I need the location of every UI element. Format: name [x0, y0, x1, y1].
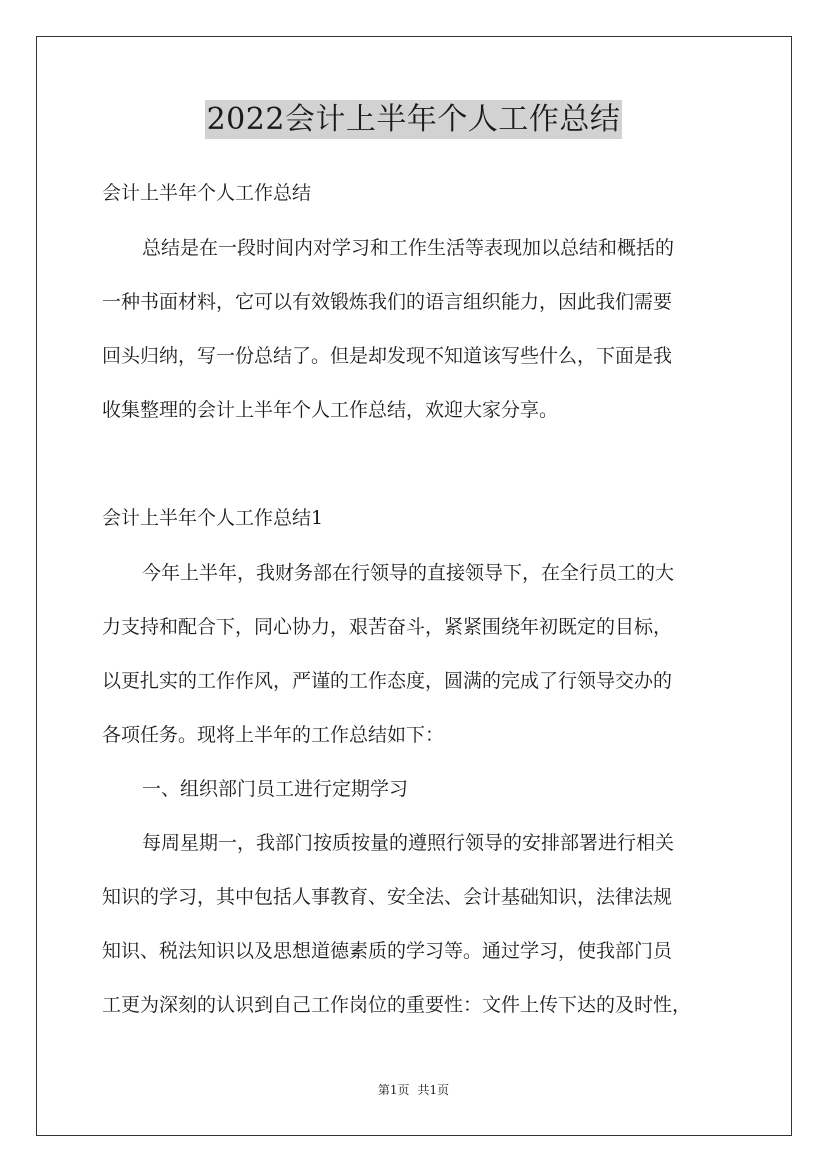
- paragraph-line: 一种书面材料，它可以有效锻炼我们的语言组织能力，因此我们需要: [102, 291, 673, 313]
- paragraph-line: 每周星期一，我部门按质按量的遵照行领导的安排部署进行相关: [142, 832, 675, 854]
- paragraph-line: 工更为深刻的认识到自己工作岗位的重要性：文件上传下达的及时性，: [102, 994, 692, 1016]
- section-heading: 会计上半年个人工作总结: [102, 182, 312, 204]
- paragraph-line: 以更扎实的工作作风，严谨的工作态度，圆满的完成了行领导交办的: [102, 670, 673, 692]
- page-footer: [0, 1082, 827, 1098]
- total-pages: 共1页: [417, 1083, 450, 1097]
- page-number: 第1页: [377, 1083, 410, 1097]
- section-heading: 会计上半年个人工作总结1: [102, 507, 324, 529]
- paragraph-line: 各项任务。现将上半年的工作总结如下：: [102, 724, 445, 746]
- paragraph-line: 回头归纳，写一份总结了。但是却发现不知道该写些什么，下面是我: [102, 345, 673, 367]
- paragraph-line: 总结是在一段时间内对学习和工作生活等表现加以总结和概括的: [142, 237, 675, 259]
- paragraph-line: 今年上半年，我财务部在行领导的直接领导下，在全行员工的大: [142, 562, 675, 584]
- paragraph-line: 知识、税法知识以及思想道德素质的学习等。通过学习，使我部门员: [102, 940, 673, 962]
- paragraph-line: 知识的学习，其中包括人事教育、安全法、会计基础知识，法律法规: [102, 886, 673, 908]
- paragraph-line: 力支持和配合下，同心协力，艰苦奋斗，紧紧围绕年初既定的目标，: [102, 616, 673, 638]
- document-title-text: 2022会计上半年个人工作总结: [206, 102, 621, 137]
- paragraph-line: 收集整理的会计上半年个人工作总结，欢迎大家分享。: [102, 399, 559, 421]
- subsection-heading: 一、组织部门员工进行定期学习: [142, 778, 409, 800]
- document-title: [0, 98, 827, 142]
